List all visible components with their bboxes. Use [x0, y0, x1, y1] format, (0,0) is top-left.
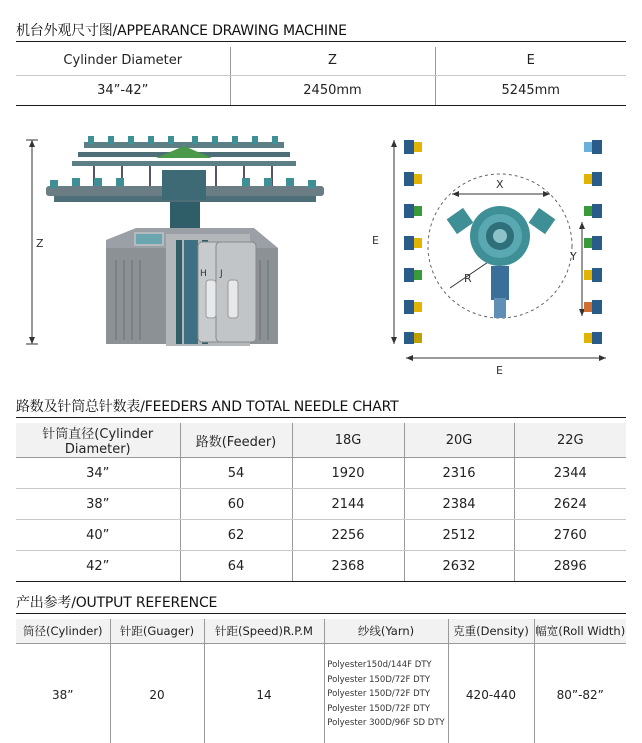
value-cell: 5245mm — [435, 75, 626, 105]
panel-h-label: H — [200, 269, 207, 279]
density-cell: 420-440 — [448, 643, 534, 743]
y-label: Y — [570, 250, 577, 263]
header-cell: 20G — [404, 423, 514, 458]
cell: 64 — [180, 551, 292, 582]
header-cell: 克重(Density) — [448, 619, 534, 643]
appearance-value-row — [16, 75, 626, 105]
cell: 2760 — [514, 520, 626, 551]
table-row — [16, 458, 626, 489]
header-cell: 针筒直径(Cylinder Diameter) — [16, 423, 180, 458]
creel-top — [72, 136, 296, 166]
speed-cell: 14 — [204, 643, 324, 743]
value-cell: 2450mm — [230, 75, 435, 105]
header-cell: Z — [230, 47, 435, 75]
roll-width-cell: 80”-82” — [534, 643, 626, 743]
e-side-label: E — [372, 234, 379, 247]
table-row — [16, 520, 626, 551]
feeders-title-rule — [16, 417, 626, 418]
machine-plan-drawing — [370, 130, 626, 378]
header-cell: 针距(Speed)R.P.M — [204, 619, 324, 643]
cylinder-cell: 38” — [16, 643, 110, 743]
machine-top-view — [447, 206, 556, 318]
z-dimension-label: Z — [36, 237, 44, 250]
cell: 2144 — [292, 489, 404, 520]
machine-body — [106, 228, 278, 346]
value-cell: 34”-42” — [16, 75, 230, 105]
header-cell: 路数(Feeder) — [180, 423, 292, 458]
cell: 2632 — [404, 551, 514, 582]
cell: 2344 — [514, 458, 626, 489]
yarn-cell — [324, 643, 448, 743]
cell: 2384 — [404, 489, 514, 520]
table-row — [16, 643, 626, 743]
appearance-title-rule — [16, 41, 626, 42]
appearance-section-title: 机台外观尺寸图/APPEARANCE DRAWING MACHINE — [16, 23, 347, 39]
cell: 38” — [16, 489, 180, 520]
cell: 42” — [16, 551, 180, 582]
feeder-ring — [46, 170, 324, 202]
cylinder-core — [170, 202, 200, 232]
header-cell: 筒径(Cylinder) — [16, 619, 110, 643]
yarn-list — [327, 658, 444, 731]
cell: 62 — [180, 520, 292, 551]
cell: 40” — [16, 520, 180, 551]
e-bottom-label: E — [496, 364, 503, 377]
output-section-title: 产出参考/OUTPUT REFERENCE — [16, 595, 218, 611]
feeders-section-title: 路数及针筒总针数表/FEEDERS AND TOTAL NEEDLE CHART — [16, 399, 399, 415]
cell: 34” — [16, 458, 180, 489]
output-header-row — [16, 619, 626, 643]
cell: 2316 — [404, 458, 514, 489]
header-cell: 纱线(Yarn) — [324, 619, 448, 643]
yarn-item: Polyester 150D/72F DTY — [327, 703, 431, 714]
yarn-item: Polyester 300D/96F SD DTY — [327, 718, 445, 729]
header-cell: 幅宽(Roll Width) — [534, 619, 626, 643]
appearance-header-row — [16, 47, 626, 75]
table-row — [16, 551, 626, 582]
cell: 60 — [180, 489, 292, 520]
right-bobbin-column — [584, 140, 602, 344]
cell: 2512 — [404, 520, 514, 551]
header-cell: 针距(Guager) — [110, 619, 204, 643]
cell: 2256 — [292, 520, 404, 551]
cell: 1920 — [292, 458, 404, 489]
table-row — [16, 489, 626, 520]
output-title-rule — [16, 613, 626, 614]
feeders-table — [16, 423, 626, 582]
machine-elevation-drawing — [16, 130, 336, 350]
appearance-table — [16, 47, 626, 106]
left-bobbin-column — [404, 140, 422, 344]
header-cell: E — [435, 47, 626, 75]
output-table — [16, 619, 626, 743]
cell: 2624 — [514, 489, 626, 520]
header-cell: 22G — [514, 423, 626, 458]
yarn-item: Polyester150d/144F DTY — [327, 660, 432, 671]
gauge-cell: 20 — [110, 643, 204, 743]
header-cell: Cylinder Diameter — [16, 47, 230, 75]
yarn-item: Polyester 150D/72F DTY — [327, 689, 431, 700]
cell: 2368 — [292, 551, 404, 582]
cell: 2896 — [514, 551, 626, 582]
yarn-item: Polyester 150D/72F DTY — [327, 674, 431, 685]
r-label: R — [464, 272, 472, 285]
header-cell: 18G — [292, 423, 404, 458]
feeders-header-row — [16, 423, 626, 458]
cell: 54 — [180, 458, 292, 489]
panel-j-label: J — [220, 269, 223, 279]
x-label: X — [496, 178, 504, 191]
